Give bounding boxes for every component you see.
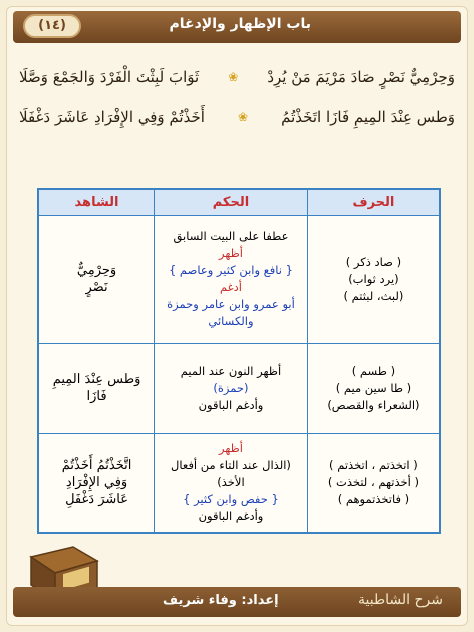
chapter-header [13, 11, 461, 43]
rule-line: أظهر [218, 441, 243, 456]
rule-line: أدغم [219, 280, 242, 294]
page-number-badge: (١٤) [23, 14, 81, 38]
rule-line: عطفا على البيت السابق [173, 229, 289, 243]
rule-cell [155, 215, 308, 343]
rule-line: أظهر النون عند الميم [180, 363, 282, 378]
witness-cell [38, 343, 155, 433]
letter-line: ( فاتخذتموهم ) [337, 492, 410, 507]
poem-verses [19, 57, 455, 137]
letter-cell [307, 343, 440, 433]
verse-line-1 [19, 57, 455, 97]
page [6, 6, 468, 626]
table-row [38, 343, 440, 433]
footer-bar [13, 587, 461, 617]
letter-line: ( طا سين ميم ) [335, 380, 412, 395]
letter-line: ( طسم ) [351, 363, 396, 378]
verse-1-second-hemistich: ثَوَابَ لَبِثْتَ الْفَرْدَ وَالجَمْعَ وَصَّلَا [19, 68, 200, 86]
rule-line: أبو عمرو وابن عامر وحمزة [167, 297, 295, 311]
letter-line: (لبث، لبثتم ) [343, 288, 404, 303]
witness-line: وَحِرْمِيٌّ [76, 263, 117, 278]
witness-line: عَاشَرَ دَغْفَلِ [65, 492, 129, 508]
letter-line: (يرد ثواب) [348, 271, 399, 286]
verse-separator-icon: ❀ [238, 110, 249, 124]
rule-line: وأدغم الباقون [198, 397, 264, 412]
rule-line: والكسائي [208, 314, 254, 328]
letter-line: ( صاد ذكر ) [345, 254, 402, 269]
header-letter: الحرف [307, 189, 440, 215]
witness-line: اتَّخَذْتُمُ أَخَذْتُمْ [61, 458, 132, 474]
verse-2-second-hemistich: أَخَذْتُمْ وَفِي الإِفْرَادِ عَاشَرَ دَغْفَلَا [19, 108, 205, 126]
verse-1-first-hemistich: وَحِرْمِيٌّ نَصْرٍ صَادَ مَرْيَمَ مَنْ يُرِدْ [267, 68, 455, 86]
rule-line: أظهر [218, 246, 243, 260]
letter-line: (الشعراء والقصص) [327, 397, 420, 412]
verse-separator-icon: ❀ [228, 70, 239, 84]
rule-line: { نافع وابن كثير وعاصم } [168, 263, 293, 277]
letter-cell [307, 215, 440, 343]
witness-cell [38, 215, 155, 343]
rule-line: (حمزة) [213, 380, 249, 395]
witness-line: وَطس عِنْدَ المِيمِ [52, 372, 141, 387]
witness-line: نَصْرٍ [85, 280, 108, 295]
table-row [38, 433, 440, 533]
witness-cell [38, 433, 155, 533]
table-header-row [38, 189, 440, 215]
verse-line-2 [19, 97, 455, 137]
verse-2-first-hemistich: وَطس عِنْدَ المِيمِ فَازَا اتَخَذْتُمُ [281, 108, 455, 126]
rule-line: (الذال عند التاء من أفعال الأخذ) [171, 458, 291, 490]
letter-line: ( أخذتهم ، لتخذت ) [327, 475, 419, 490]
rule-line: { حفص وابن كثير } [183, 492, 279, 507]
letter-cell [307, 433, 440, 533]
rule-cell [155, 433, 308, 533]
letter-line: ( اتخذتم ، اتخذتم ) [329, 458, 418, 473]
series-title: شرح الشاطبية [358, 592, 443, 608]
witness-line: فَازَا [86, 389, 107, 404]
prepared-by: إعداد: وفاء شريف [163, 593, 279, 608]
chapter-title: باب الإظهار والإدغام [169, 16, 311, 32]
rule-cell [155, 343, 308, 433]
witness-line: وَفِي الإِفْرَادِ [65, 475, 128, 491]
rules-table [37, 188, 441, 534]
rule-line: وأدغم الباقون [198, 509, 264, 524]
header-witness: الشاهد [38, 189, 155, 215]
header-rule: الحكم [155, 189, 308, 215]
table-row [38, 215, 440, 343]
